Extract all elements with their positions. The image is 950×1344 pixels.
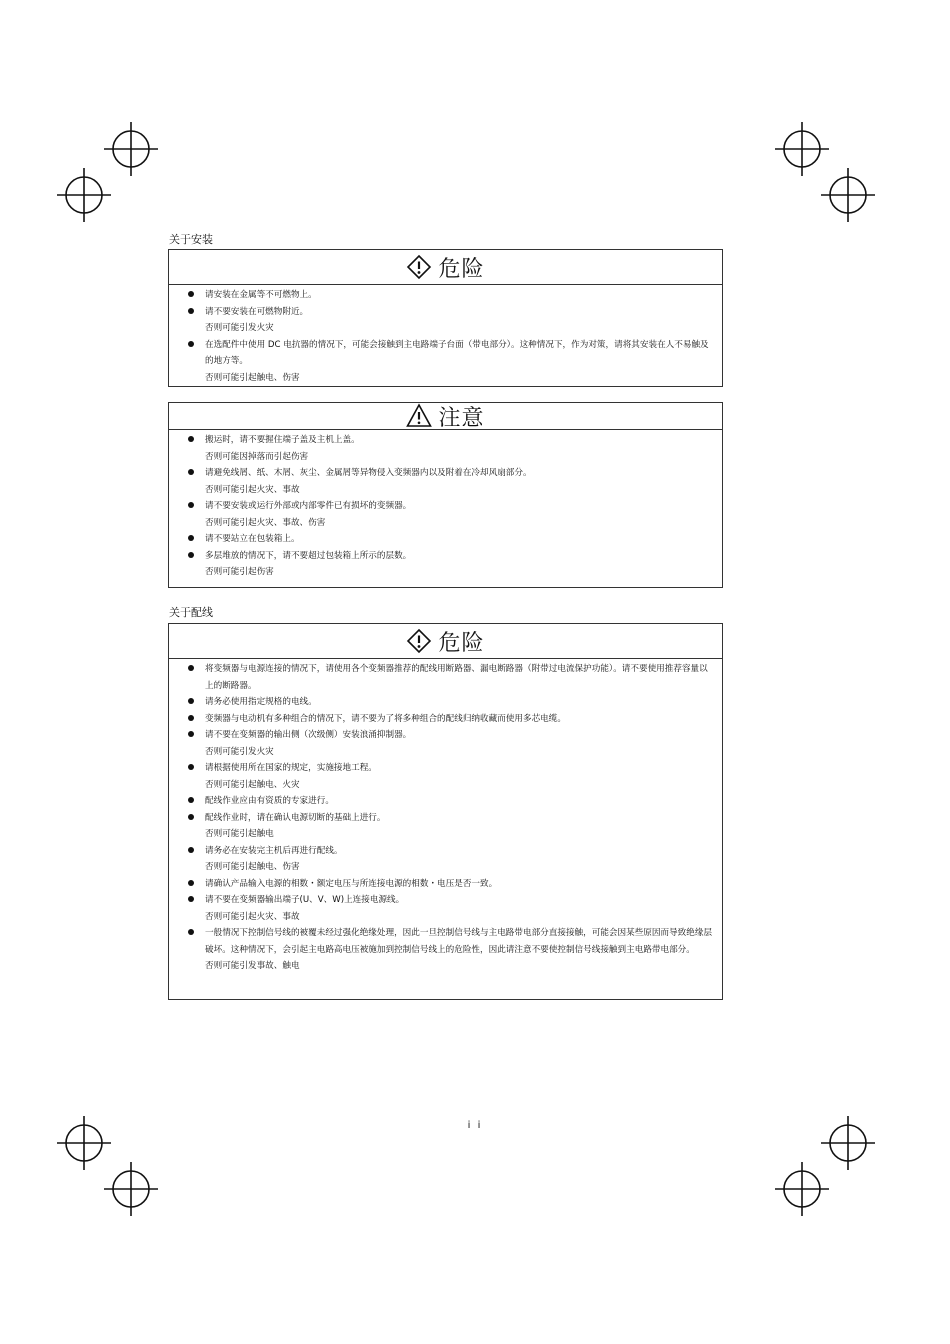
warning-triangle-icon [406, 403, 432, 429]
list-item [187, 727, 714, 760]
danger-heading-text: 危险 [438, 256, 485, 282]
list-item [187, 465, 714, 498]
registration-mark-icon [57, 168, 111, 222]
caution-heading-text: 注意 [438, 405, 485, 431]
item-text: 变频器与电动机有多种组合的情况下，请不要为了将多种组合的配线归纳收藏而使用多芯电缆。 [205, 713, 566, 724]
item-consequence: 否则可能引起触电、伤害 [205, 862, 300, 872]
item-consequence: 否则可能引起火灾、事故、伤害 [205, 517, 326, 528]
item-text: 在选配件中使用 DC 电抗器的情况下，可能会接触到主电路端子台面（带电部分）。这种情况下，作为对策，请将其安装在人不易触及的地方等。 [205, 339, 709, 366]
item-text: 请务必使用指定规格的电线。 [205, 697, 317, 707]
item-consequence: 否则可能引起火灾、事故 [205, 911, 300, 922]
list-item [187, 843, 714, 876]
danger-heading [169, 624, 722, 659]
item-text: 请不要安装或运行外部或内部零件已有损坏的变频器。 [205, 501, 412, 511]
list-item [187, 892, 714, 925]
section-title-installation: 关于安装 [169, 233, 213, 246]
caution-heading [169, 403, 722, 430]
list-item [187, 432, 714, 465]
bullet-icon [188, 469, 194, 475]
danger-box-wiring [168, 623, 723, 1000]
bullet-icon [188, 731, 194, 737]
item-text: 请安装在金属等不可燃物上。 [205, 290, 317, 300]
item-text: 一般情况下控制信号线的被覆未经过强化绝缘处理，因此一旦控制信号线与主电路带电部分直接接触，可能会因某些原因而导致绝缘层破坏。这种情况下，会引起主电路高电压被施加到控制信号线上的危险性，因此请注意不要使控制信号线接触到主电路带电部分。 [205, 928, 713, 955]
bullet-icon [188, 847, 194, 853]
list-item [187, 760, 714, 793]
bullet-icon [188, 880, 194, 886]
item-consequence: 否则可能引起触电、伤害 [205, 372, 300, 383]
bullet-icon [188, 797, 194, 803]
item-consequence: 否则可能引起伤害 [205, 567, 274, 577]
bullet-icon [188, 291, 194, 297]
warning-diamond-icon [406, 254, 432, 280]
bullet-icon [188, 308, 194, 314]
bullet-icon [188, 502, 194, 508]
list-item [187, 661, 714, 694]
bullet-icon [188, 341, 194, 347]
list-item [187, 287, 714, 304]
section-title-wiring: 关于配线 [169, 606, 213, 619]
bullet-icon [188, 535, 194, 541]
danger-box-installation [168, 249, 723, 387]
bullet-icon [188, 552, 194, 558]
registration-mark-icon [775, 1162, 829, 1216]
item-text: 请不要在变频器输出端子(U、V、W)上连接电源线。 [205, 895, 405, 905]
item-consequence: 否则可能引发事故、触电 [205, 961, 300, 971]
page-number: i i [467, 1120, 483, 1131]
list-item [187, 925, 714, 975]
item-text: 将变频器与电源连接的情况下，请使用各个变频器推荐的配线用断路器、漏电断路器（附带过电流保护功能）。请不要使用推荐容量以上的断路器。 [205, 664, 708, 691]
item-consequence: 否则可能引起触电 [205, 829, 274, 839]
list-item [187, 793, 714, 810]
item-text: 请务必在安装完主机后再进行配线。 [205, 845, 343, 856]
item-consequence: 否则可能因掉落而引起伤害 [205, 451, 309, 462]
item-text: 多层堆放的情况下，请不要超过包装箱上所示的层数。 [205, 550, 412, 561]
item-text: 请确认产品输入电源的相数・额定电压与所连接电源的相数・电压是否一致。 [205, 878, 498, 889]
registration-mark-icon [104, 122, 158, 176]
bullet-icon [188, 814, 194, 820]
bullet-icon [188, 929, 194, 935]
item-consequence: 否则可能引起触电、火灾 [205, 779, 300, 790]
item-consequence: 否则可能引发火灾 [205, 323, 274, 333]
list-item [187, 711, 714, 728]
item-text: 请不要站立在包装箱上。 [205, 534, 300, 544]
item-consequence: 否则可能引发火灾 [205, 746, 274, 757]
caution-box-installation [168, 402, 723, 588]
list-item [187, 876, 714, 893]
registration-mark-icon [104, 1162, 158, 1216]
warning-diamond-icon [406, 628, 432, 654]
list-item [187, 498, 714, 531]
list-item [187, 694, 714, 711]
item-text: 配线作业应由有资质的专家进行。 [205, 796, 334, 806]
danger-heading [169, 250, 722, 285]
danger-heading-text: 危险 [438, 630, 485, 656]
list-item [187, 548, 714, 581]
item-text: 请避免线屑、纸、木屑、灰尘、金属屑等异物侵入变频器内以及附着在冷却风扇部分。 [205, 468, 532, 478]
item-text: 请不要在变频器的输出侧（次级侧）安装浪涌抑制器。 [205, 730, 412, 740]
bullet-icon [188, 896, 194, 902]
list-item [187, 304, 714, 337]
bullet-icon [188, 436, 194, 442]
bullet-icon [188, 715, 194, 721]
item-text: 搬运时，请不要握住端子盖及主机上盖。 [205, 435, 360, 445]
item-text: 请不要安装在可燃物附近。 [205, 306, 309, 317]
list-item [187, 810, 714, 843]
item-consequence: 否则可能引起火灾、事故 [205, 484, 300, 495]
bullet-icon [188, 698, 194, 704]
list-item [187, 337, 714, 387]
bullet-icon [188, 764, 194, 770]
bullet-icon [188, 665, 194, 671]
registration-mark-icon [821, 168, 875, 222]
item-text: 配线作业时，请在确认电源切断的基础上进行。 [205, 812, 386, 823]
item-text: 请根据使用所在国家的规定，实施接地工程。 [205, 763, 377, 773]
list-item [187, 531, 714, 548]
